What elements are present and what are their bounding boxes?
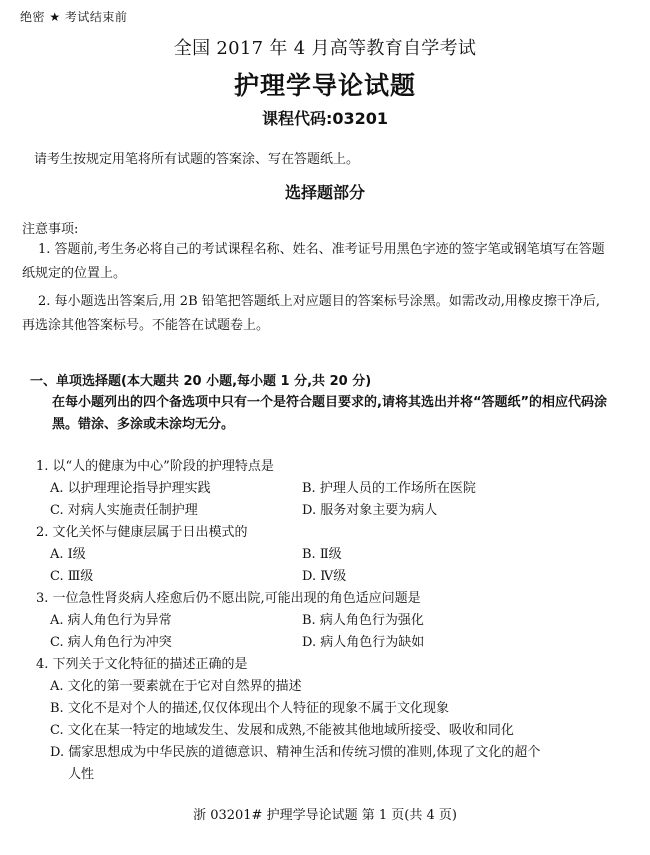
option-row bbox=[36, 478, 626, 500]
question-stem: 4. 下列关于文化特征的描述正确的是 bbox=[36, 657, 248, 672]
option-c: C. Ⅲ级 bbox=[50, 569, 94, 584]
option-b: B. 文化不是对个人的描述,仅仅体现出个人特征的现象不属于文化现象 bbox=[50, 701, 449, 716]
course-code: 课程代码:03201 bbox=[261, 109, 389, 128]
option-row bbox=[36, 500, 626, 522]
option-a: A. 以护理理论指导护理实践 bbox=[50, 481, 211, 496]
exam-title: 全国 2017 年 4 月高等教育自学考试 bbox=[173, 38, 477, 59]
option-b: B. 病人角色行为强化 bbox=[302, 613, 424, 628]
option-row bbox=[36, 610, 626, 632]
option-b: B. Ⅱ级 bbox=[302, 547, 342, 562]
option-d-text: D. 儒家思想成为中华民族的道德意识、精神生活和传统习惯的准则,体现了文化的超个 bbox=[50, 745, 541, 760]
section-title: 选择题部分 bbox=[284, 183, 365, 202]
part-title: 一、单项选择题(本大题共 20 小题,每小题 1 分,共 20 分) bbox=[30, 374, 372, 389]
option-d-continuation: 人性 bbox=[68, 767, 95, 782]
option-row bbox=[36, 544, 626, 566]
part-instruction: 在每小题列出的四个备选项中只有一个是符合题目要求的,请将其选出并将“答题纸”的相应代码涂黑。错涂、多涂或未涂均无分。 bbox=[52, 395, 608, 432]
notes-title: 注意事项: bbox=[22, 222, 79, 237]
option-c: C. 文化在某一特定的地域发生、发展和成熟,不能被其他地域所接受、吸收和同化 bbox=[50, 723, 514, 738]
option-row bbox=[36, 566, 626, 588]
question-stem: 2. 文化关怀与健康层属于日出模式的 bbox=[36, 525, 248, 540]
paper-title: 护理学导论试题 bbox=[233, 71, 416, 100]
confidential-label: 绝密 ★ 考试结束前 bbox=[20, 10, 128, 24]
question-2 bbox=[36, 522, 626, 588]
option-b: B. 护理人员的工作场所在医院 bbox=[302, 481, 476, 496]
question-3 bbox=[36, 588, 626, 654]
general-instruction: 请考生按规定用笔将所有试题的答案涂、写在答题纸上。 bbox=[34, 152, 360, 167]
option-a: A. 文化的第一要素就在于它对自然界的描述 bbox=[50, 679, 302, 694]
page-footer: 浙 03201# 护理学导论试题 第 1 页(共 4 页) bbox=[193, 808, 457, 823]
option-c: C. 病人角色行为冲突 bbox=[50, 635, 172, 650]
option-d: D. 服务对象主要为病人 bbox=[302, 503, 438, 518]
note-item: 1. 答题前,考生务必将自己的考试课程名称、姓名、准考证号用黑色字迹的签字笔或钢笔填写在答题纸规定的位置上。 bbox=[22, 242, 605, 281]
question-1 bbox=[36, 456, 626, 522]
option-a: A. Ⅰ级 bbox=[50, 547, 86, 562]
question-4 bbox=[36, 654, 626, 786]
option-c: C. 对病人实施责任制护理 bbox=[50, 503, 198, 518]
option-d: D. 病人角色行为缺如 bbox=[302, 635, 425, 650]
option-d: D. Ⅳ级 bbox=[302, 569, 347, 584]
question-stem: 1. 以“人的健康为中心”阶段的护理特点是 bbox=[36, 459, 274, 474]
option-row bbox=[36, 632, 626, 654]
note-item: 2. 每小题选出答案后,用 2B 铅笔把答题纸上对应题目的答案标号涂黑。如需改动,用橡皮擦干净后,再选涂其他答案标号。不能答在试题卷上。 bbox=[22, 294, 601, 333]
question-stem: 3. 一位急性肾炎病人痊愈后仍不愿出院,可能出现的角色适应问题是 bbox=[36, 591, 421, 606]
option-d bbox=[36, 742, 626, 786]
option-a: A. 病人角色行为异常 bbox=[50, 613, 172, 628]
